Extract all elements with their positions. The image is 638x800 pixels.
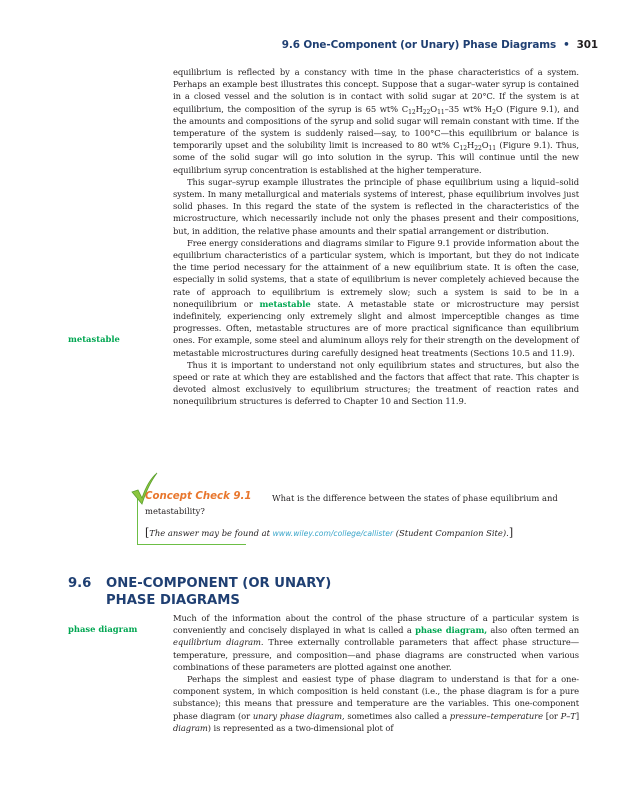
section-title-line-1: ONE-COMPONENT (OR UNARY) xyxy=(106,576,332,591)
concept-check-question: What is the difference between the states of phase equilibrium and metastability? xyxy=(145,493,558,516)
section-title-line-2: PHASE DIAGRAMS xyxy=(106,593,240,608)
running-head xyxy=(282,39,598,51)
concept-check-answer: [The answer may be found at www.wiley.com/college/callister (Student Companion Site).] xyxy=(145,526,514,539)
margin-term-phase-diagram: phase diagram xyxy=(68,624,138,634)
section-number: 9.6 xyxy=(68,576,92,591)
term-phase-diagram: phase diagram, xyxy=(415,625,488,636)
running-title: 9.6 One-Component (or Unary) Phase Diagrams xyxy=(281,39,557,51)
paragraph-1: equilibrium is reflected by a constancy with time in the phase characteristics of a system. Perhaps an example best illustrates this concept. Suppose that a sugar–water syrup is contained in a closed vessel and the solution is in contact with solid sugar at 20°C. If the system is at equilibrium, the composition of the syrup is 65 wt% $C_{12}H_{22}O_{11}-35$ wt% $H_2O$ (Figure 9.1), and the amounts and compositions of the syrup and solid sugar will remain constant with time. If the temperature of the system is suddenly raised—say, to 100°C—this equilibrium or balance is temporarily upset and the solubility limit is increased to 80 wt% $C_{12}H_{22}O_{11}$ (Figure 9.1). Thus, some of the solid sugar will go into solution in the syrup. This will continue until the new equilibrium syrup concentration is established at the higher temperature. xyxy=(173,67,579,175)
section-heading xyxy=(68,575,331,609)
paragraph-2: This sugar–syrup example illustrates the principle of phase equilibrium using a liquid–solid system. In many metallurgical and materials systems of interest, phase equilibrium involves just solid phases. In this regard the state of the system is reflected in the characteristics of the microstructure, which necessarily include not only the phases present and their compositions, but, in addition, the relative phase amounts and their spatial arrangement or distribution. xyxy=(173,176,579,236)
page-number: 301 xyxy=(576,39,598,51)
margin-term-metastable: metastable xyxy=(68,334,120,344)
body-text-block-2 xyxy=(173,612,579,734)
paragraph-3: Free energy considerations and diagrams similar to Figure 9.1 provide information about the equilibrium characteristics of a particular system, which is important, but they do not indicate the time period necessary for the attainment of a new equilibrium state. It is often the case, especially in solid systems, that a state of equilibrium is never completely achieved because the rate of approach to equilibrium is extremely slow; such a system is said to be in a nonequilibrium or metastable state. A metastable state or microstructure may persist indefinitely, experiencing only extremely slight and almost imperceptible changes as time progresses. Often, metastable structures are of more practical significance than equilibrium ones. For example, some steel and aluminum alloys rely for their strength on the development of metastable microstructures during carefully designed heat treatments (Sections 10.5 and 11.9). xyxy=(173,237,579,358)
concept-check-box xyxy=(133,486,581,548)
concept-check-title: Concept Check 9.1 xyxy=(145,491,252,502)
paragraph-5: Much of the information about the control of the phase structure of a particular system is conveniently and concisely displayed in what is called a phase diagram, also often termed an equilibrium diagram. Three externally controllable parameters that affect phase structure—temperature, pressure, and composition—and phase diagrams are constructed when various combinations of these parameters are plotted against one another. xyxy=(173,613,580,672)
companion-site-link[interactable]: www.wiley.com/college/callister xyxy=(272,529,394,538)
paragraph-6: Perhaps the simplest and easiest type of phase diagram to understand is that for a one-component system, in which composition is held constant (i.e., the phase diagram is for a pure substance); this means that pressure and temperature are the variables. This one-component phase diagram (or unary phase diagram, sometimes also called a pressure–temperature [or P–T] diagram) is represented as a two-dimensional plot of xyxy=(173,674,579,733)
paragraph-4: Thus it is important to understand not only equilibrium states and structures, but also the speed or rate at which they are established and the factors that affect that rate. This chapter is devoted almost exclusively to equilibrium structures; the treatment of reaction rates and nonequilibrium structures is deferred to Chapter 10 and Section 11.9. xyxy=(173,359,579,407)
term-metastable: metastable xyxy=(259,298,311,309)
body-text-block-1 xyxy=(173,66,579,408)
separator: • xyxy=(563,39,570,51)
